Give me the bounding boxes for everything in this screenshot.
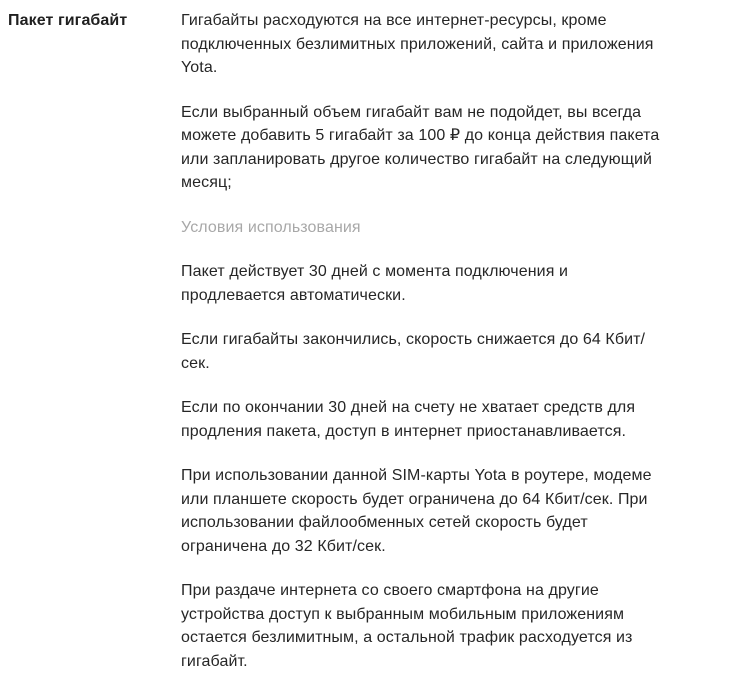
description-paragraph-add-gigabytes: Если выбранный объем гигабайт вам не подойдет, вы всегда можете добавить 5 гигабайт за 100 ₽ до конца действия пакета или запланировать другое количество гигабайт на следующий месяц; <box>181 103 660 191</box>
row-content-column <box>181 9 673 673</box>
usage-terms-paragraph-sim-in-router: При использовании данной SIM-карты Yota в роутере, модеме или планшете скорость будет ограничена до 64 Кбит/сек. При использовании файлообменных сетей скорость будет ограничена до 32 Кбит/сек. <box>181 467 652 555</box>
usage-terms-paragraph-tethering: При раздаче интернета со своего смартфона на другие устройства доступ к выбранным мобильным приложениям остается безлимитным, а остальной трафик расходуется из гигабайт. <box>181 582 633 670</box>
package-gigabytes-label: Пакет гигабайт <box>8 12 128 29</box>
row-label-column <box>8 9 181 33</box>
usage-terms-paragraph-speed-after-limit: Если гигабайты закончились, скорость снижается до 64 Кбит/сек. <box>181 331 646 372</box>
usage-terms-paragraph-insufficient-funds: Если по окончании 30 дней на счету не хватает средств для продления пакета, доступ в интернет приостанавливается. <box>181 399 636 440</box>
usage-terms-paragraph-validity: Пакет действует 30 дней с момента подключения и продлевается автоматически. <box>181 263 569 304</box>
usage-terms-subheading: Условия использования <box>181 218 361 236</box>
description-paragraph-traffic-usage: Гигабайты расходуются на все интернет-ресурсы, кроме подключенных безлимитных приложений, сайта и приложения Yota. <box>181 12 654 76</box>
